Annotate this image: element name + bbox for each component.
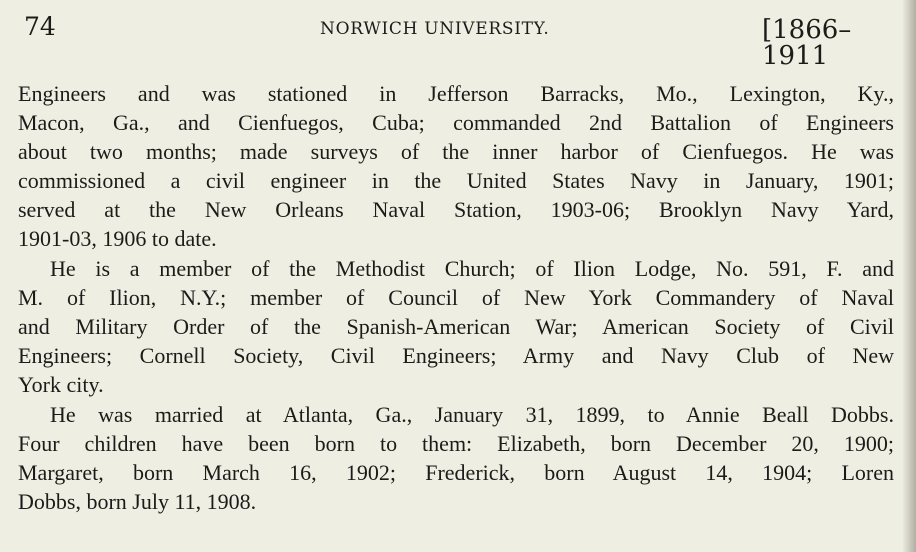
text-line: and Military Order of the Spanish-American War; American Society of Civil: [18, 314, 894, 339]
page-body: [18, 79, 894, 516]
text-line: Engineers; Cornell Society, Civil Engineers; Army and Navy Club of New: [18, 343, 894, 368]
page-number: 74: [24, 12, 56, 41]
paragraph-service: [18, 79, 894, 253]
text-line: commissioned a civil engineer in the United States Navy in January, 1901;: [18, 168, 894, 193]
page-edge-shadow: [902, 0, 916, 552]
text-line: served at the New Orleans Naval Station, 1903-06; Brooklyn Navy Yard,: [18, 197, 894, 222]
text-line: He is a member of the Methodist Church; of Ilion Lodge, No. 591, F. and: [50, 256, 894, 281]
text-line: M. of Ilion, N.Y.; member of Council of New York Commandery of Naval: [18, 285, 894, 310]
text-line: Four children have been born to them: Elizabeth, born December 20, 1900;: [18, 431, 894, 456]
text-line: Engineers and was stationed in Jefferson Barracks, Mo., Lexington, Ky.,: [18, 81, 894, 106]
text-line: Margaret, born March 16, 1902; Frederick, born August 14, 1904; Loren: [18, 460, 894, 485]
text-line: about two months; made surveys of the inner harbor of Cienfuegos. He was: [18, 139, 894, 164]
paragraph-family: [18, 400, 894, 516]
text-line: 1901-03, 1906 to date.: [18, 226, 217, 251]
text-line: Macon, Ga., and Cienfuegos, Cuba; commanded 2nd Battalion of Engineers: [18, 110, 894, 135]
year-range: [1866–1911: [762, 15, 852, 71]
running-title: NORWICH UNIVERSITY.: [320, 19, 550, 39]
text-line: York city.: [18, 372, 104, 397]
text-line: Dobbs, born July 11, 1908.: [18, 489, 257, 514]
paragraph-memberships: [18, 254, 894, 399]
page-header: [0, 0, 916, 70]
text-line: He was married at Atlanta, Ga., January 31, 1899, to Annie Beall Dobbs.: [50, 402, 894, 427]
